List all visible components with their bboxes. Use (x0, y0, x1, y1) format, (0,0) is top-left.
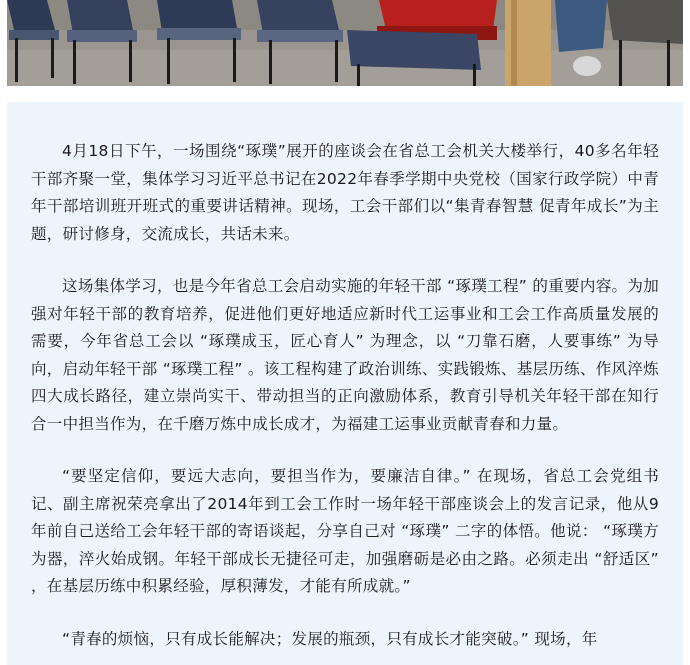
meeting-room-photo-illustration (7, 0, 683, 86)
article-paragraph: “要坚定信仰，要远大志向，要担当作为，要廉洁自律。” 在现场，省总工会党组书记、副主席祝荣亮拿出了2014年到工会工作时一场年轻干部座谈会上的发言记录，他从9年前自己送给工会年轻干部的寄语谈起，分享自己对 “琢璞” 二字的体悟。他说： “琢璞方为器，淬火始成钢。年轻干部成长无捷径可走，加强磨砺是必由之路。必须走出 “舒适区” ，在基层历练中积累经验，厚积薄发，才能有所成就。” (31, 467, 659, 595)
meeting-room-photo (7, 0, 683, 86)
article-paragraph: 4月18日下午，一场围绕“琢璞”展开的座谈会在省总工会机关大楼举行，40多名年轻干部齐聚一堂，集体学习习近平总书记在2022年春季学期中央党校（国家行政学院）中青年干部培训班开班式的重要讲话精神。现场，工会干部们以“集青春智慧 促青年成长”为主题，研讨修身，交流成长，共话未来。 (31, 142, 659, 243)
article-body (7, 102, 683, 665)
article-paragraph: “青春的烦恼，只有成长能解决；发展的瓶颈，只有成长才能突破。” 现场，年 (62, 629, 598, 648)
article-paragraph: 这场集体学习，也是今年省总工会启动实施的年轻干部 “琢璞工程” 的重要内容。为加强对年轻干部的教育培养，促进他们更好地适应新时代工运事业和工会工作高质量发展的需要，今年省总工会以 “琢璞成玉，匠心育人” 为理念，以 “刀靠石磨，人要事练” 为导向，启动年轻干部 “琢璞工程” 。该工程构建了政治训练、实践锻炼、基层历练、作风淬炼四大成长路径，建立崇尚实干、带动担当的正向激励体系，教育引导机关年轻干部在知行合一中担当作为，在千磨万炼中成长成才，为福建工运事业贡献青春和力量。 (31, 277, 659, 433)
